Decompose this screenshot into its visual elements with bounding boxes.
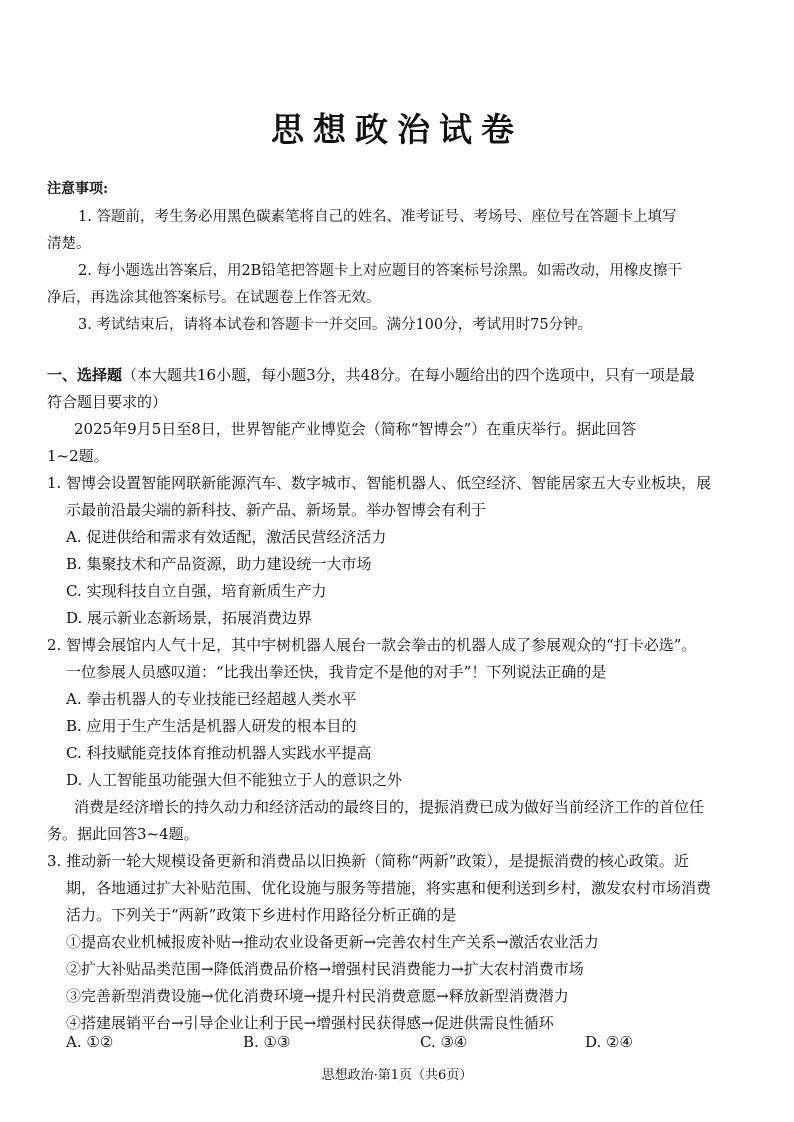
question-3-item: ④搭建展销平台→引导企业让利于民→增强村民获得感→促进供需良性循环 <box>66 1014 554 1032</box>
question-2-stem: 2. 智博会展馆内人气十足，其中宇树机器人展台一款会拳击的机器人成了参展观众的“打卡必选”。 <box>47 636 697 654</box>
question-3-option-a[interactable]: A. ①② <box>66 1033 114 1051</box>
notice-line: 3. 考试结束后，请将本试卷和答题卡一并交回。满分100分，考试用时75分钟。 <box>78 317 593 333</box>
question-1-option-c[interactable]: C. 实现科技自立自强，培育新质生产力 <box>66 582 327 600</box>
question-3-stem-cont: 期，各地通过扩大补贴范围、优化设施与服务等措施，将实惠和便利送到乡村，激发农村市场消费 <box>66 879 712 897</box>
question-1-option-a[interactable]: A. 促进供给和需求有效适配，激活民营经济活力 <box>66 528 387 546</box>
question-3-stem: 3. 推动新一轮大规模设备更新和消费品以旧换新（简称“两新”政策），是提振消费的核心政策。近 <box>47 852 689 870</box>
question-1-stem: 1. 智博会设置智能网联新能源汽车、数字城市、智能机器人、低空经济、智能居家五大专业板块，展 <box>47 474 712 492</box>
question-1-stem-cont: 示最前沿最尖端的新科技、新产品、新场景。举办智博会有利于 <box>66 501 487 519</box>
material-intro: 2025年9月5日至8日，世界智能产业博览会（简称“智博会”）在重庆举行。据此回答 <box>74 420 637 438</box>
question-3-stem-cont: 活力。下列关于“两新”政策下乡进村作用路径分析正确的是 <box>66 906 457 924</box>
section-description: （本大题共16小题，每小题3分，共48分。在每小题给出的四个选项中，只有一项是最 <box>122 366 695 384</box>
question-3-option-c[interactable]: C. ③④ <box>420 1033 468 1051</box>
page-title: 思想政治试卷 <box>271 110 523 149</box>
page-footer: 思想政治·第1页（共6页） <box>321 1068 473 1083</box>
question-1-option-d[interactable]: D. 展示新业态新场景，拓展消费边界 <box>66 609 313 627</box>
notice-label: 注意事项: <box>47 181 109 197</box>
material-intro-2-cont: 务。据此回答3~4题。 <box>47 825 199 843</box>
question-3-item: ①提高农业机械报废补贴→推动农业设备更新→完善农村生产关系→激活农业活力 <box>66 933 599 951</box>
notice-line: 1. 答题前，考生务必用黑色碳素笔将自己的姓名、准考证号、考场号、座位号在答题卡上填写 <box>78 209 677 225</box>
section-description-cont: 符合题目要求的） <box>47 393 168 411</box>
question-2-option-b[interactable]: B. 应用于生产生活是机器人研发的根本目的 <box>66 717 357 735</box>
question-2-stem-cont: 一位参展人员感叹道：“比我出拳还快，我肯定不是他的对手”！下列说法正确的是 <box>66 663 607 681</box>
notice-line: 清楚。 <box>47 236 91 252</box>
question-1-option-b[interactable]: B. 集聚技术和产品资源，助力建设统一大市场 <box>66 555 372 573</box>
notice-line: 2. 每小题选出答案后，用2B铅笔把答题卡上对应题目的答案标号涂黑。如需改动，用橡皮擦干 <box>78 263 682 279</box>
question-3-item: ③完善新型消费设施→优化消费环境→提升村民消费意愿→释放新型消费潜力 <box>66 987 569 1005</box>
material-intro-cont: 1~2题。 <box>47 447 109 465</box>
question-2-option-a[interactable]: A. 拳击机器人的专业技能已经超越人类水平 <box>66 690 357 708</box>
material-intro-2: 消费是经济增长的持久动力和经济活动的最终目的，提振消费已成为做好当前经济工作的首位任 <box>74 798 705 816</box>
section-header <box>47 364 695 385</box>
question-3-option-b[interactable]: B. ①③ <box>243 1033 291 1051</box>
question-3-options <box>66 1033 686 1055</box>
section-heading: 一、选择题 <box>47 366 123 384</box>
question-2-option-d[interactable]: D. 人工智能虽功能强大但不能独立于人的意识之外 <box>66 771 403 789</box>
question-2-option-c[interactable]: C. 科技赋能竞技体育推动机器人实践水平提高 <box>66 744 372 762</box>
question-3-item: ②扩大补贴品类范围→降低消费品价格→增强村民消费能力→扩大农村消费市场 <box>66 960 584 978</box>
notice-line: 净后，再选涂其他答案标号。在试题卷上作答无效。 <box>47 290 381 306</box>
question-3-option-d[interactable]: D. ②④ <box>585 1033 633 1051</box>
